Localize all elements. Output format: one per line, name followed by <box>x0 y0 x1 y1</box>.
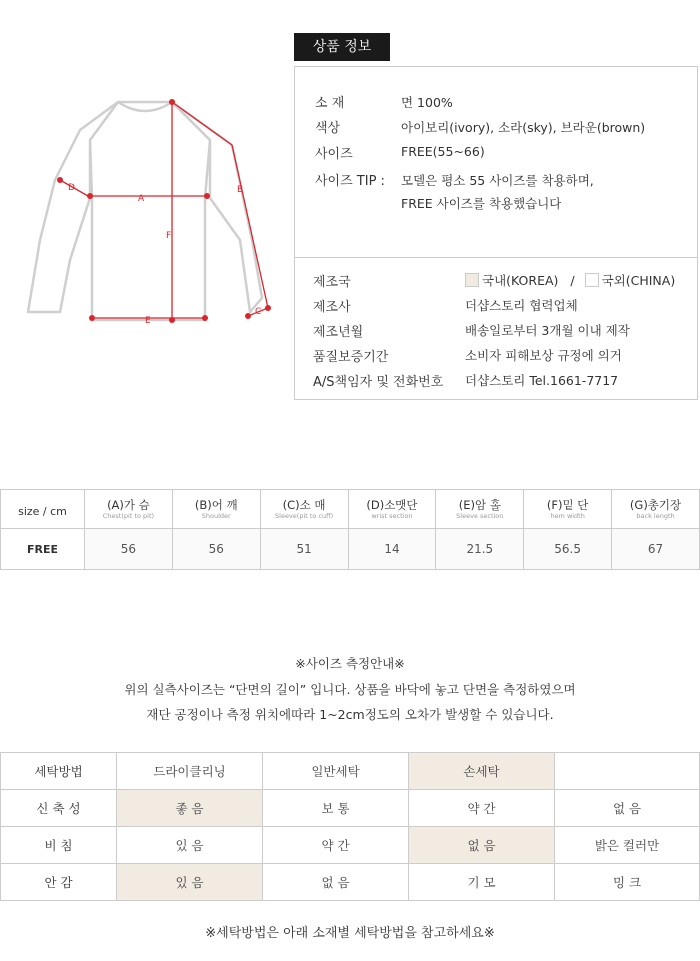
care-cell: 일반세탁 <box>263 753 409 790</box>
spec-color-value: 아이보리(ivory), 소라(sky), 브라운(brown) <box>401 120 646 135</box>
col-chest: (A)가 슴 Chest(pit to pit) <box>85 490 173 529</box>
as-contact-label: A/S책임자 및 전화번호 <box>313 375 444 390</box>
warranty-label: 품질보증기간 <box>313 350 389 365</box>
care-cell: 없 음 <box>263 864 409 901</box>
info-divider <box>295 257 697 258</box>
care-cell-selected: 없 음 <box>409 827 555 864</box>
size-notice-title: ※사이즈 측정안내※ <box>295 656 405 671</box>
size-row-label: FREE <box>1 529 85 570</box>
value-length: 67 <box>612 529 700 570</box>
care-cell: 드라이클리닝 <box>117 753 263 790</box>
care-label-sheer: 비 침 <box>1 827 117 864</box>
label-e: E <box>145 316 151 326</box>
label-d: D <box>68 183 75 193</box>
table-row <box>1 529 700 570</box>
size-corner-cell: size / cm <box>1 490 85 529</box>
made-date-value: 배송일로부터 3개월 이내 제작 <box>465 323 630 338</box>
china-checkbox <box>585 273 599 287</box>
care-cell-selected: 있 음 <box>117 864 263 901</box>
warranty-value: 소비자 피해보상 규정에 의거 <box>465 348 622 363</box>
col-wrist: (D)소맷단 wrist section <box>348 490 436 529</box>
label-c: C <box>255 307 262 317</box>
product-info-title: 상품 정보 <box>294 33 390 61</box>
as-contact-value: 더샵스토리 Tel.1661-7717 <box>465 373 619 388</box>
table-row <box>1 753 700 790</box>
size-notice-line-1: 위의 실측사이즈는 “단면의 길이” 입니다. 상품을 바닥에 놓고 단면을 측정하였으며 <box>124 682 576 697</box>
country-label: 제조국 <box>313 275 351 290</box>
care-cell: 없 음 <box>555 790 700 827</box>
care-cell: 약 간 <box>409 790 555 827</box>
label-f: F <box>166 231 172 241</box>
value-hem: 56.5 <box>524 529 612 570</box>
label-a: A <box>138 194 145 204</box>
sweater-outline <box>28 102 262 320</box>
size-table-header <box>1 490 700 529</box>
care-cell: 기 모 <box>409 864 555 901</box>
product-info-box <box>294 66 698 400</box>
col-hem: (F)밑 단 hem width <box>524 490 612 529</box>
spec-size-tip-value-2: FREE 사이즈를 착용했습니다 <box>401 196 562 211</box>
spec-size-value: FREE(55~66) <box>401 144 485 159</box>
value-armhole: 21.5 <box>436 529 524 570</box>
value-shoulder: 56 <box>172 529 260 570</box>
country-separator: / <box>570 273 575 288</box>
col-armhole: (E)암 홀 Sleeve section <box>436 490 524 529</box>
care-cell <box>555 753 700 790</box>
size-notice-line-2: 재단 공정이나 측정 위치에따라 1~2cm정도의 오차가 발생할 수 있습니다. <box>146 707 554 722</box>
size-table <box>0 489 700 570</box>
spec-material-value: 면 100% <box>401 95 453 110</box>
spec-size-tip-value: 모델은 평소 55 사이즈를 착용하며, <box>401 173 594 188</box>
value-sleeve: 51 <box>260 529 348 570</box>
maker-label: 제조사 <box>313 300 351 315</box>
care-label-lining: 안 감 <box>1 864 117 901</box>
care-cell: 있 음 <box>117 827 263 864</box>
table-row <box>1 827 700 864</box>
spec-size-tip-label: 사이즈 TIP : <box>315 174 385 189</box>
value-wrist: 14 <box>348 529 436 570</box>
value-chest: 56 <box>85 529 173 570</box>
spec-color-label: 색상 <box>315 121 341 136</box>
country-options <box>465 271 675 289</box>
care-cell: 밝은 컬러만 <box>555 827 700 864</box>
care-cell: 밍 크 <box>555 864 700 901</box>
spec-size-label: 사이즈 <box>315 147 353 162</box>
col-shoulder: (B)어 깨 Shoulder <box>172 490 260 529</box>
care-table <box>0 752 700 901</box>
table-row <box>1 790 700 827</box>
care-label-wash: 세탁방법 <box>1 753 117 790</box>
care-note: ※세탁방법은 아래 소재별 세탁방법을 참고하세요※ <box>205 926 495 941</box>
col-sleeve: (C)소 매 Sleeve(pit to cuff) <box>260 490 348 529</box>
country-korea: 국내(KOREA) <box>482 273 559 288</box>
col-length: (G)총기장 back length <box>612 490 700 529</box>
care-cell: 약 간 <box>263 827 409 864</box>
spec-material-label: 소 재 <box>315 96 345 111</box>
care-label-stretch: 신 축 성 <box>1 790 117 827</box>
garment-measurement-diagram <box>0 80 290 340</box>
country-china: 국외(CHINA) <box>601 273 676 288</box>
maker-value: 더샵스토리 협력업체 <box>465 298 578 313</box>
label-b: B <box>237 185 244 195</box>
care-cell: 보 통 <box>263 790 409 827</box>
korea-checkbox <box>465 273 479 287</box>
made-date-label: 제조년월 <box>313 325 364 340</box>
care-cell-selected: 손세탁 <box>409 753 555 790</box>
table-row <box>1 864 700 901</box>
care-cell-selected: 좋 음 <box>117 790 263 827</box>
